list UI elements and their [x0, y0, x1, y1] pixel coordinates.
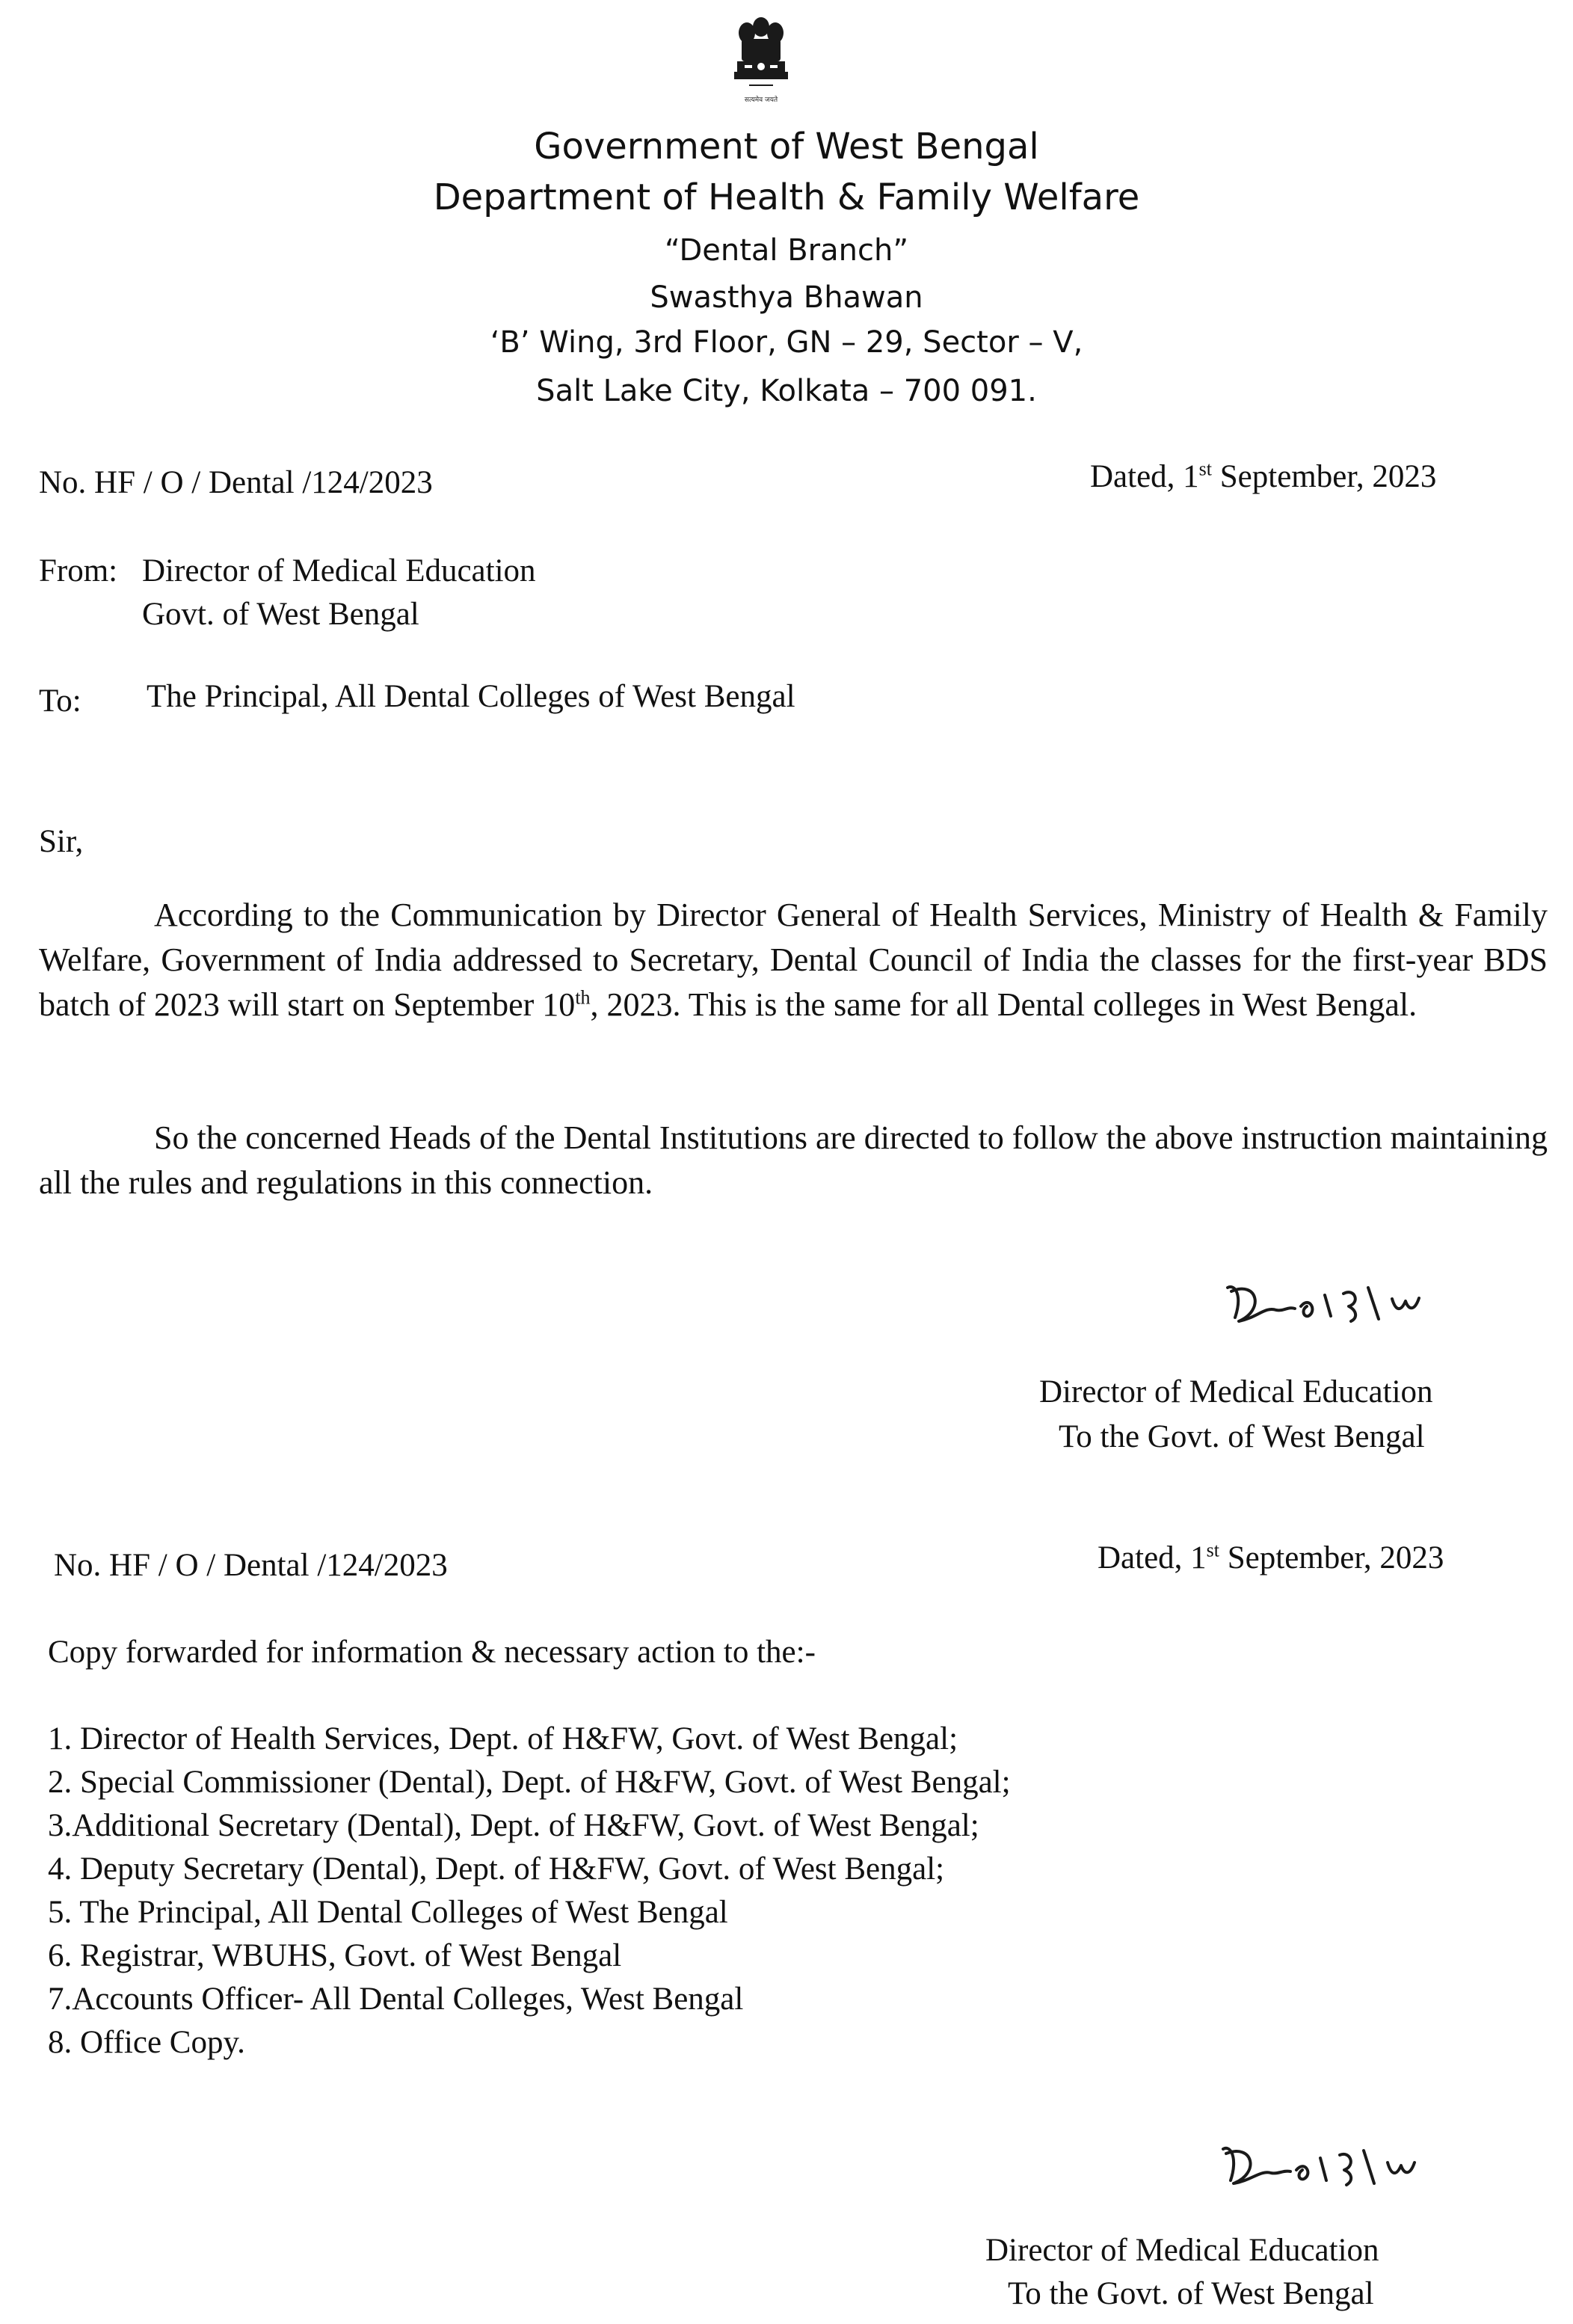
- copy-memo-date: Dated, 1st September, 2023: [1098, 1539, 1444, 1576]
- header-address-line1: ‘B’ Wing, 3rd Floor, GN – 29, Sector – V,: [490, 325, 1083, 360]
- signatory-1-title: Director of Medical Education: [1039, 1374, 1433, 1410]
- header-government: Government of West Bengal: [534, 126, 1039, 167]
- header-branch: “Dental Branch”: [664, 233, 909, 268]
- from-line2: Govt. of West Bengal: [142, 597, 419, 632]
- copy-item-3: 3.Additional Secretary (Dental), Dept. of H&FW, Govt. of West Bengal;: [48, 1808, 979, 1843]
- copy-item-4: 4. Deputy Secretary (Dental), Dept. of H&FW, Govt. of West Bengal;: [48, 1851, 945, 1887]
- header-building: Swasthya Bhawan: [650, 280, 923, 315]
- header-department: Department of Health & Family Welfare: [433, 176, 1140, 218]
- signatory-2-title: Director of Medical Education: [985, 2233, 1379, 2268]
- header-address-line2: Salt Lake City, Kolkata – 700 091.: [536, 374, 1037, 408]
- signature-2: [1207, 2128, 1431, 2210]
- copy-intro: Copy forwarded for information & necessary action to the:-: [48, 1635, 816, 1670]
- memo-date: Dated, 1st September, 2023: [1090, 458, 1437, 494]
- signature-1: [1213, 1265, 1437, 1347]
- copy-item-8: 8. Office Copy.: [48, 2025, 245, 2060]
- to-line1: The Principal, All Dental Colleges of West Bengal: [147, 679, 795, 714]
- body-paragraph-2: So the concerned Heads of the Dental Institutions are directed to follow the above instruction maintaining all the rules and regulations in this connection.: [39, 1119, 1548, 1201]
- copy-item-7: 7.Accounts Officer- All Dental Colleges, West Bengal: [48, 1982, 744, 2017]
- copy-item-2: 2. Special Commissioner (Dental), Dept. of H&FW, Govt. of West Bengal;: [48, 1765, 1011, 1800]
- to-label: To:: [39, 683, 81, 719]
- memo-number: No. HF / O / Dental /124/2023: [39, 465, 433, 500]
- copy-memo-number: No. HF / O / Dental /124/2023: [54, 1548, 448, 1583]
- salutation: Sir,: [39, 824, 84, 859]
- from-label: From:: [39, 553, 118, 588]
- emblem-motto: सत्यमेव जयते: [744, 96, 778, 104]
- signatory-1-subtitle: To the Govt. of West Bengal: [1059, 1419, 1425, 1454]
- signatory-2-subtitle: To the Govt. of West Bengal: [1008, 2276, 1374, 2311]
- copy-item-1: 1. Director of Health Services, Dept. of H&FW, Govt. of West Bengal;: [48, 1721, 958, 1756]
- copy-item-5: 5. The Principal, All Dental Colleges of West Bengal: [48, 1895, 728, 1930]
- from-line1: Director of Medical Education: [142, 553, 536, 588]
- body-paragraph-1: According to the Communication by Director General of Health Services, Ministry of Health & Family Welfare, Government of India addressed to Secretary, Dental Council of India the classes for the first-year BDS batch of 2023 will start on September 10th, 2023. This is the same for all Dental colleges in West Bengal.: [39, 897, 1548, 1023]
- copy-item-6: 6. Registrar, WBUHS, Govt. of West Bengal: [48, 1938, 622, 1973]
